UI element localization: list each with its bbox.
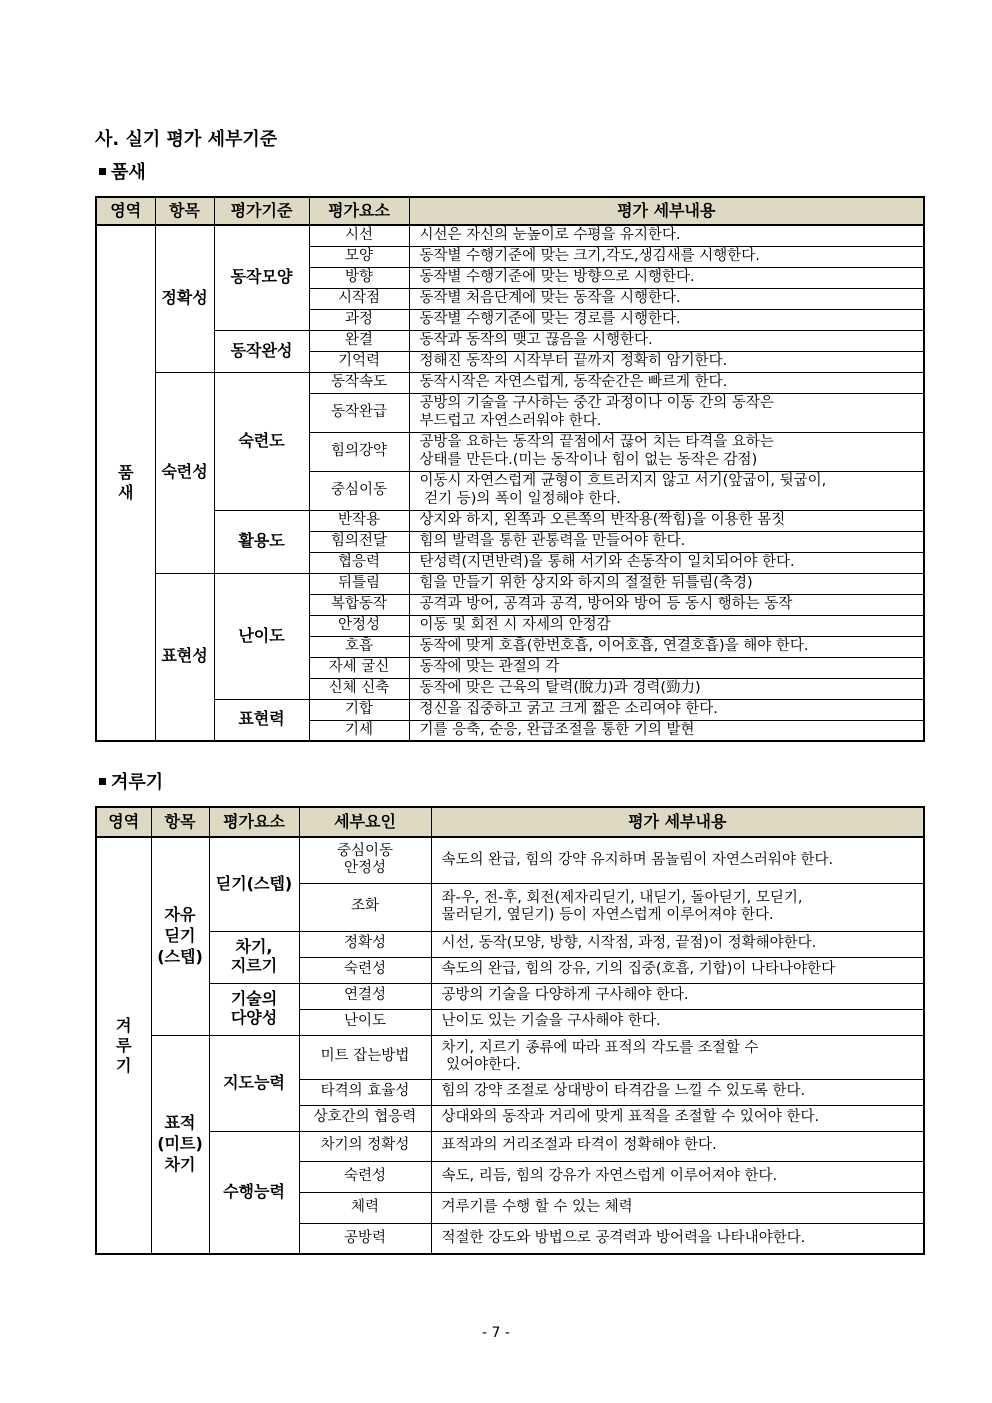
element-cell: 모양 [309,246,409,267]
element-cell: 동작완급 [309,393,409,432]
table-header-row [96,197,924,225]
detail-cell: 이동 및 회전 시 자세의 안정감 [409,615,924,636]
detail-cell: 정해진 동작의 시작부터 끝까지 정확히 암기한다. [409,351,924,372]
factor-cell: 난이도 [299,1009,431,1035]
element-cell: 딛기(스텝) [209,837,299,931]
detail-cell: 상대와의 동작과 거리에 맞게 표적을 조절할 수 있어야 한다. [431,1105,924,1131]
element-cell: 기합 [309,699,409,720]
item-cell: 정확성 [155,225,214,372]
factor-cell: 미트 잡는방법 [299,1035,431,1079]
detail-cell: 속도의 완급, 힘의 강약 유지하며 몸놀림이 자연스러워야 한다. [431,837,924,883]
detail-cell: 표적과의 거리조절과 타격이 정확해야 한다. [431,1131,924,1161]
table-row [96,931,924,957]
square-bullet-icon [99,778,106,785]
criteria-cell: 난이도 [214,573,309,699]
kyorugi-subtitle-text: 겨루기 [111,772,164,793]
element-cell: 반작용 [309,510,409,531]
table-row [96,1131,924,1161]
element-cell: 과정 [309,309,409,330]
element-cell: 차기, 지르기 [209,931,299,983]
element-cell: 자세 굴신 [309,657,409,678]
detail-cell: 공방의 기술을 다양하게 구사해야 한다. [431,983,924,1009]
detail-cell: 좌-우, 전-후, 회전(제자리딛기, 내딛기, 돌아딛기, 모딛기, 물러딛기, 옆딛기) 등이 자연스럽게 이루어져야 한다. [431,883,924,931]
factor-cell: 조화 [299,883,431,931]
area-cell: 품 새 [96,225,155,741]
table-row [96,1035,924,1079]
element-cell: 뒤틀림 [309,573,409,594]
table-header-row [96,807,924,837]
header-detail: 평가 세부내용 [431,807,924,837]
criteria-cell: 활용도 [214,510,309,573]
factor-cell: 공방력 [299,1223,431,1254]
factor-cell: 정확성 [299,931,431,957]
element-cell: 방향 [309,267,409,288]
header-area: 영역 [96,807,151,837]
page-number: - 7 - [482,1325,510,1341]
factor-cell: 차기의 정확성 [299,1131,431,1161]
element-cell: 안정성 [309,615,409,636]
kyorugi-subtitle [99,768,163,794]
detail-cell: 난이도 있는 기술을 구사해야 한다. [431,1009,924,1035]
header-item: 항목 [151,807,209,837]
detail-cell: 이동시 자연스럽게 균형이 흐트러지지 않고 서기(앞굽이, 뒷굽이, 걷기 등)의 폭이 일정해야 한다. [409,471,924,510]
detail-cell: 시선은 자신의 눈높이로 수평을 유지한다. [409,225,924,246]
detail-cell: 동작에 맞게 호흡(한번호흡, 이어호흡, 연결호흡)을 해야 한다. [409,636,924,657]
detail-cell: 정신을 집중하고 굵고 크게 짧은 소리여야 한다. [409,699,924,720]
factor-cell: 숙련성 [299,957,431,983]
element-cell: 수행능력 [209,1131,299,1254]
kyorugi-table [95,806,925,1255]
table-row [96,699,924,720]
header-item: 항목 [155,197,214,225]
table-row [96,510,924,531]
detail-cell: 기를 응축, 순응, 완급조절을 통한 기의 발현 [409,720,924,741]
header-factor: 세부요인 [299,807,431,837]
table-row [96,573,924,594]
table-row [96,983,924,1009]
detail-cell: 동작별 수행기준에 맞는 방향으로 시행한다. [409,267,924,288]
element-cell: 시선 [309,225,409,246]
square-bullet-icon [99,168,106,175]
element-cell: 힘의강약 [309,432,409,471]
factor-cell: 타격의 효율성 [299,1079,431,1105]
detail-cell: 속도, 리듬, 힘의 강유가 자연스럽게 이루어져야 한다. [431,1161,924,1192]
detail-cell: 동작별 처음단계에 맞는 동작을 시행한다. [409,288,924,309]
element-cell: 복합동작 [309,594,409,615]
element-cell: 호흡 [309,636,409,657]
element-cell: 중심이동 [309,471,409,510]
factor-cell: 연결성 [299,983,431,1009]
table-row [96,225,924,246]
element-cell: 신체 신축 [309,678,409,699]
detail-cell: 동작별 수행기준에 맞는 경로를 시행한다. [409,309,924,330]
poomsae-subtitle [99,158,146,184]
factor-cell: 상호간의 협응력 [299,1105,431,1131]
table-row [96,837,924,883]
header-element: 평가요소 [309,197,409,225]
detail-cell: 동작과 동작의 맺고 끊음을 시행한다. [409,330,924,351]
detail-cell: 차기, 지르기 종류에 따라 표적의 각도를 조절할 수 있어야한다. [431,1035,924,1079]
header-area: 영역 [96,197,155,225]
header-criteria: 평가기준 [214,197,309,225]
poomsae-table [95,196,925,742]
detail-cell: 동작에 맞은 근육의 탈력(脫力)과 경력(勁力) [409,678,924,699]
detail-cell: 시선, 동작(모양, 방향, 시작점, 과정, 끝점)이 정확해야한다. [431,931,924,957]
detail-cell: 공방의 기술을 구사하는 중간 과정이나 이동 간의 동작은 부드럽고 자연스러워야 한다. [409,393,924,432]
detail-cell: 동작시작은 자연스럽게, 동작순간은 빠르게 한다. [409,372,924,393]
element-cell: 완결 [309,330,409,351]
element-cell: 힘의전달 [309,531,409,552]
detail-cell: 동작에 맞는 관절의 각 [409,657,924,678]
element-cell: 협응력 [309,552,409,573]
detail-cell: 탄성력(지면반력)을 통해 서기와 손동작이 일치되어야 한다. [409,552,924,573]
criteria-cell: 표현력 [214,699,309,741]
criteria-cell: 숙련도 [214,372,309,510]
criteria-cell: 동작완성 [214,330,309,372]
detail-cell: 공방을 요하는 동작의 끝점에서 끊어 치는 타격을 요하는 상태를 만든다.(미는 동작이나 힘이 없는 동작은 감점) [409,432,924,471]
element-cell: 기술의 다양성 [209,983,299,1035]
header-detail: 평가 세부내용 [409,197,924,225]
element-cell: 지도능력 [209,1035,299,1131]
detail-cell: 공격과 방어, 공격과 공격, 방어와 방어 등 동시 행하는 동작 [409,594,924,615]
detail-cell: 속도의 완급, 힘의 강유, 기의 집중(호흡, 기합)이 나타나야한다 [431,957,924,983]
table-row [96,330,924,351]
criteria-cell: 동작모양 [214,225,309,330]
table-row [96,372,924,393]
area-cell: 겨 루 기 [96,837,151,1254]
factor-cell: 중심이동 안정성 [299,837,431,883]
factor-cell: 체력 [299,1192,431,1223]
element-cell: 시작점 [309,288,409,309]
element-cell: 기억력 [309,351,409,372]
detail-cell: 적절한 강도와 방법으로 공격력과 방어력을 나타내야한다. [431,1223,924,1254]
item-cell: 표적 (미트) 차기 [151,1035,209,1254]
item-cell: 표현성 [155,573,214,741]
item-cell: 숙련성 [155,372,214,573]
detail-cell: 동작별 수행기준에 맞는 크기,각도,생김새를 시행한다. [409,246,924,267]
item-cell: 자유 딛기 (스텝) [151,837,209,1035]
detail-cell: 힘의 발력을 통한 관통력을 만들어야 한다. [409,531,924,552]
detail-cell: 힘의 강약 조절로 상대방이 타격감을 느낄 수 있도록 한다. [431,1079,924,1105]
detail-cell: 상지와 하지, 왼쪽과 오른쪽의 반작용(짝힘)을 이용한 몸짓 [409,510,924,531]
factor-cell: 숙련성 [299,1161,431,1192]
detail-cell: 겨루기를 수행 할 수 있는 체력 [431,1192,924,1223]
section-title: 사. 실기 평가 세부기준 [95,129,278,150]
header-element: 평가요소 [209,807,299,837]
detail-cell: 힘을 만들기 위한 상지와 하지의 절절한 뒤틀림(축경) [409,573,924,594]
element-cell: 동작속도 [309,372,409,393]
element-cell: 기세 [309,720,409,741]
poomsae-subtitle-text: 품새 [111,162,146,183]
